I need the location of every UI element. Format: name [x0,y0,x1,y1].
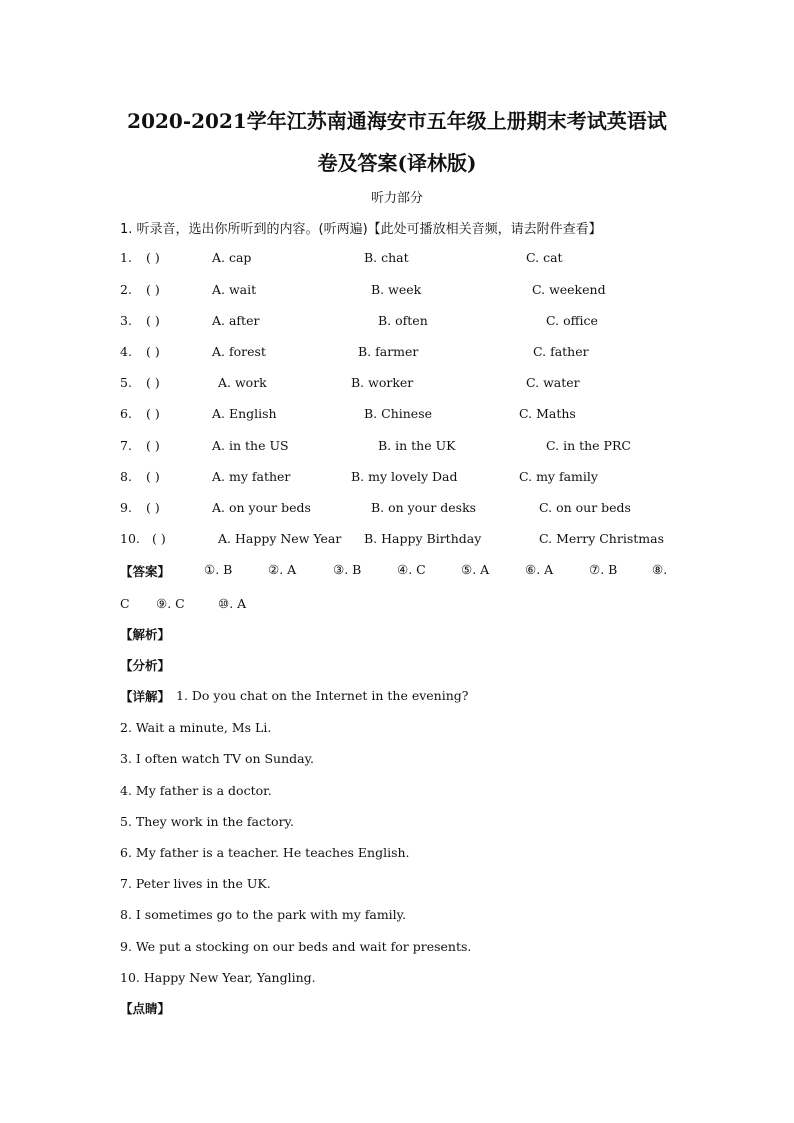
answer-blank: ( ) [146,313,160,328]
answer-blank: ( ) [146,282,160,297]
answer-blank: ( ) [146,438,160,453]
answer-1: ①. B [204,562,233,577]
question-instruction: 1. 听录音，选出你所听到的内容。(听两遍)【此处可播放相关音频，请去附件查看】 [120,222,602,237]
detail-line: 9. We put a stocking on our beds and wait for presents. [120,939,472,954]
detail-line: 4. My father is a doctor. [120,783,272,798]
detail-line: 2. Wait a minute, Ms Li. [120,720,272,735]
option-a: A. English [212,406,277,421]
item-number: 6. [120,406,132,421]
option-b: B. chat [364,250,409,265]
detail-line: 8. I sometimes go to the park with my family. [120,907,407,922]
option-a: A. Happy New Year [218,531,342,546]
option-a: A. after [212,313,260,328]
option-b: B. Chinese [364,406,433,421]
option-c: C. weekend [532,282,606,297]
answer-blank: ( ) [152,531,166,546]
answer-7: ⑦. B [589,562,618,577]
item-number: 2. [120,282,132,297]
option-b: B. Happy Birthday [364,531,482,546]
option-a: A. cap [212,250,252,265]
answer-8: ⑧. [652,562,668,577]
option-b: B. week [371,282,422,297]
detail-line: 6. My father is a teacher. He teaches English. [120,845,410,860]
answer-6: ⑥. A [525,562,554,577]
answer-blank: ( ) [146,469,160,484]
item-number: 5. [120,375,132,390]
option-a: A. my father [212,469,291,484]
option-a: A. forest [212,344,266,359]
document-title-line1: 2020-2021学年江苏南通海安市五年级上册期末考试英语试 [127,109,667,133]
answer-8-value: C [120,596,130,611]
option-b: B. on your desks [371,500,477,515]
answer-label: 【答案】 [120,564,171,579]
section-heading: 听力部分 [370,191,423,206]
option-b: B. often [378,313,428,328]
item-number: 7. [120,438,132,453]
option-c: C. on our beds [539,500,631,515]
option-c: C. cat [526,250,563,265]
answer-4: ④. C [397,562,426,577]
option-b: B. in the UK [378,438,456,453]
detail-line: 1. Do you chat on the Internet in the evening? [176,688,469,703]
fenxi-label: 【分析】 [120,658,171,673]
answer-blank: ( ) [146,250,160,265]
answer-blank: ( ) [146,406,160,421]
answer-blank: ( ) [146,344,160,359]
option-a: A. in the US [212,438,289,453]
option-c: C. in the PRC [546,438,631,453]
option-c: C. my family [519,469,598,484]
detail-line: 10. Happy New Year, Yangling. [120,970,316,985]
answer-10: ⑩. A [218,596,247,611]
detail-line: 3. I often watch TV on Sunday. [120,751,314,766]
answer-3: ③. B [333,562,362,577]
option-a: A. wait [212,282,257,297]
option-b: B. worker [351,375,414,390]
document-title-line2: 卷及答案(译林版) [317,151,477,175]
option-c: C. Merry Christmas [539,531,664,546]
item-number: 8. [120,469,132,484]
option-b: B. farmer [358,344,419,359]
detail-label: 【详解】 [120,689,171,704]
answer-blank: ( ) [146,375,160,390]
detail-line: 5. They work in the factory. [120,814,294,829]
analysis-label: 【解析】 [120,627,171,642]
item-number: 9. [120,500,132,515]
option-a: A. on your beds [212,500,311,515]
option-c: C. water [526,375,580,390]
item-number: 4. [120,344,132,359]
answer-5: ⑤. A [461,562,490,577]
item-number: 3. [120,313,132,328]
item-number: 10. [120,531,140,546]
detail-line: 7. Peter lives in the UK. [120,876,271,891]
option-c: C. father [533,344,589,359]
option-b: B. my lovely Dad [351,469,458,484]
answer-blank: ( ) [146,500,160,515]
option-c: C. office [546,313,598,328]
answer-9: ⑨. C [156,596,185,611]
dianjing-label: 【点睛】 [120,1001,171,1016]
item-number: 1. [120,250,132,265]
option-a: A. work [218,375,267,390]
answer-2: ②. A [268,562,297,577]
option-c: C. Maths [519,406,576,421]
